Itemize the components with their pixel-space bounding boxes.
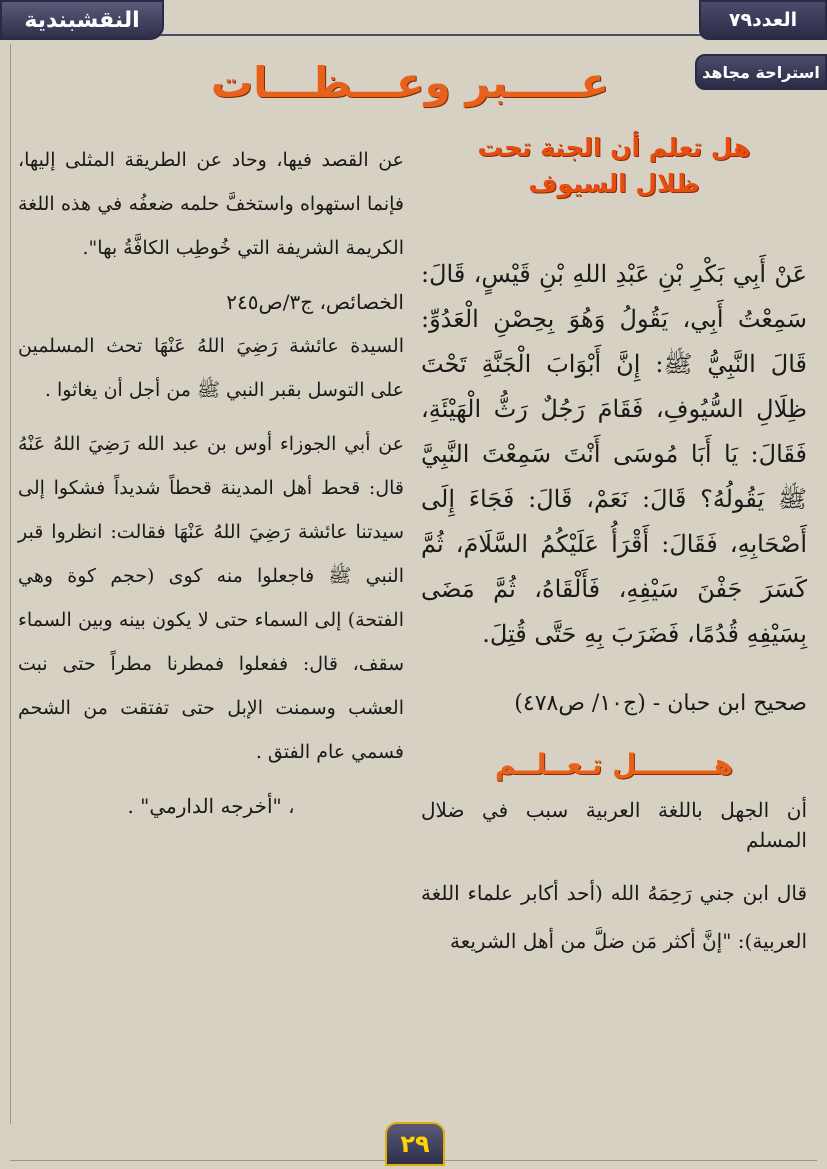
page-number: ٢٩ (385, 1122, 445, 1166)
hadith-source: صحيح ابن حبان - (ج١٠/ ص٤٧٨) (514, 691, 807, 716)
section-author-badge: استراحة مجاهد (695, 54, 827, 90)
header-divider (160, 34, 703, 36)
left-column (18, 138, 404, 828)
section1-title-line2: ظلال السيوف (528, 169, 700, 198)
left-source1: الخصائص، ج٣/ص٢٤٥ (226, 290, 404, 314)
hadith-text: عَنْ أَبِي بَكْرِ بْنِ عَبْدِ اللهِ بْنِ قَيْسٍ، قَالَ: سَمِعْتُ أَبِي، يَقُولُ وَهُوَ بِحِصْنِ الْعَدُوِّ: قَالَ النَّبِيُّ ﷺ: إِنَّ أَبْوَابَ الْجَنَّةِ تَحْتَ ظِلَالِ السُّيُوفِ، فَقَامَ رَجُلٌ رَثُّ الْهَيْئَةِ، فَقَالَ: يَا أَبَا مُوسَى أَنْتَ سَمِعْتَ النَّبِيَّ ﷺ يَقُولُهُ؟ قَالَ: نَعَمْ، قَالَ: فَجَاءَ إِلَى أَصْحَابِهِ، فَقَالَ: أَقْرَأُ عَلَيْكُمُ السَّلَامَ، ثُمَّ كَسَرَ جَفْنَ سَيْفِهِ، فَأَلْقَاهُ، ثُمَّ مَضَى بِسَيْفِهِ قُدُمًا، فَضَرَبَ بِهِ حَتَّى قُتِلَ. (421, 260, 807, 648)
issue-number-badge: العدد٧٩ (699, 0, 827, 40)
left-source2: ، "أخرجه الدارمي" . (127, 794, 295, 818)
left-para2: السيدة عائشة رَضِيَ اللهُ عَنْهَا تحث المسلمين على التوسل بقبر النبي ﷺ من أجل أن يغاثوا . (18, 335, 404, 401)
section2-para1: أن الجهل باللغة العربية سبب في ضلال المسلم (421, 798, 807, 852)
left-para3: عن أبي الجوزاء أوس بن عبد الله رَضِيَ اللهُ عَنْهُ قال: قحط أهل المدينة قحطاً شديداً فشكوا إلى سيدتنا عائشة رَضِيَ اللهُ عَنْهَا فقالت: انظروا قبر النبي ﷺ فاجعلوا منه كوى (حجم كوة وهي الفتحة) إلى السماء حتى لا يكون بينه وبين السماء سقف، قال: ففعلوا فمطرنا مطراً حتى نبت العشب وسمنت الإبل حتى تفتقت من الشحم فسمي عام الفتق . (18, 433, 404, 763)
section2-para2: قال ابن جني رَحِمَهُ الله (أحد أكابر علماء اللغة العربية): "إنَّ أكثر مَن ضلَّ من أهل الشريعة (421, 881, 807, 953)
page-title: عـــــبر وعـــظـــات (210, 58, 610, 107)
left-para1: عن القصد فيها، وحاد عن الطريقة المثلى إليها، فإنما استهواه واستخفَّ حلمه ضعفُه في هذه اللغة الكريمة الشريفة التي خُوطِب الكافَّةُ بها". (18, 149, 404, 259)
section2-title: هــــــــل تـعــلــم (494, 748, 734, 781)
magazine-brand-badge: النقشبندية (0, 0, 164, 40)
section1-title-line1: هل تعلم أن الجنة تحت (477, 133, 751, 162)
right-column (421, 130, 807, 965)
left-border-line (10, 44, 11, 1124)
section1-title (421, 130, 807, 202)
